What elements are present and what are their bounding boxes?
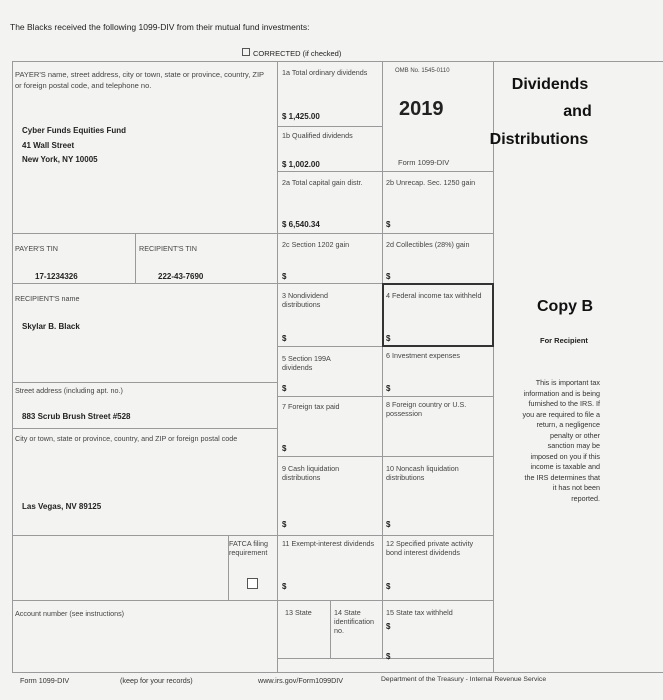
copy-b-label: Copy B bbox=[537, 298, 593, 315]
box-1b-label: 1b Qualified dividends bbox=[282, 131, 353, 140]
footer-url[interactable]: www.irs.gov/Form1099DIV bbox=[258, 676, 344, 685]
footer-keep-records: (keep for your records) bbox=[120, 676, 193, 685]
recipient-tin-value: 222-43-7690 bbox=[158, 272, 204, 281]
box-1b-value: $ 1,002.00 bbox=[282, 160, 320, 169]
street-value: 883 Scrub Brush Street #528 bbox=[22, 412, 131, 421]
payer-tin-label: PAYER'S TIN bbox=[15, 244, 58, 253]
city-label: City or town, state or province, country, and ZIP or foreign postal code bbox=[15, 434, 238, 443]
box-9-value: $ bbox=[282, 520, 287, 529]
box-2d-label: 2d Collectibles (28%) gain bbox=[386, 240, 470, 249]
box-4-label: 4 Federal income tax withheld bbox=[386, 291, 482, 300]
fatca-checkbox[interactable] bbox=[247, 578, 258, 589]
payer-street: 41 Wall Street bbox=[22, 141, 75, 150]
box-15-value-1: $ bbox=[386, 622, 391, 631]
form-title-line-1: Dividends bbox=[511, 76, 589, 93]
box-7-label: 7 Foreign tax paid bbox=[282, 402, 340, 411]
box-12-label: 12 Specified private activity bond interest dividends bbox=[386, 539, 474, 557]
form-title-line-3: Distributions bbox=[489, 131, 589, 148]
payer-city: New York, NY 10005 bbox=[22, 155, 98, 164]
intro-text: The Blacks received the following 1099-DIV from their mutual fund investments: bbox=[10, 22, 310, 32]
form-name-label: Form 1099-DIV bbox=[398, 158, 450, 167]
corrected-label: CORRECTED (if checked) bbox=[253, 49, 342, 58]
box-2a-value: $ 6,540.34 bbox=[282, 220, 320, 229]
box-1a-label: 1a Total ordinary dividends bbox=[282, 68, 368, 77]
box-3-value: $ bbox=[282, 334, 287, 343]
box-3-label: 3 Nondividend distributions bbox=[282, 291, 328, 309]
footer-department: Department of the Treasury - Internal Revenue Service bbox=[381, 676, 547, 683]
footer-form-name: Form 1099-DIV bbox=[20, 676, 70, 685]
city-value: Las Vegas, NV 89125 bbox=[22, 502, 102, 511]
tax-year: 2019 bbox=[399, 98, 444, 120]
box-2c-label: 2c Section 1202 gain bbox=[282, 240, 350, 249]
box-13-label: 13 State bbox=[285, 608, 312, 617]
recipient-name-label: RECIPIENT'S name bbox=[15, 294, 80, 303]
box-5-value: $ bbox=[282, 384, 287, 393]
box-5-label: 5 Section 199A dividends bbox=[282, 354, 331, 372]
box-15-value-2: $ bbox=[386, 652, 391, 661]
fatca-label: FATCA filing requirement bbox=[229, 539, 269, 557]
box-15-label: 15 State tax withheld bbox=[386, 608, 453, 617]
box-2a-label: 2a Total capital gain distr. bbox=[282, 178, 363, 187]
box-8-label: 8 Foreign country or U.S. possession bbox=[386, 400, 467, 418]
recipient-name-value: Skylar B. Black bbox=[22, 322, 80, 331]
box-10-label: 10 Noncash liquidation distributions bbox=[386, 464, 459, 482]
box-6-value: $ bbox=[386, 384, 391, 393]
box-2b-label: 2b Unrecap. Sec. 1250 gain bbox=[386, 178, 476, 187]
box-4-value: $ bbox=[386, 334, 391, 343]
payer-tin-value: 17-1234326 bbox=[35, 272, 78, 281]
box-9-label: 9 Cash liquidation distributions bbox=[282, 464, 340, 482]
box-1a-value: $ 1,425.00 bbox=[282, 112, 320, 121]
box-2b-value: $ bbox=[386, 220, 391, 229]
box-14-label: 14 State identification no. bbox=[334, 608, 374, 635]
recipient-tin-label: RECIPIENT'S TIN bbox=[139, 244, 197, 253]
payer-name: Cyber Funds Equities Fund bbox=[22, 126, 127, 135]
box-2d-value: $ bbox=[386, 272, 391, 281]
for-recipient-label: For Recipient bbox=[540, 336, 588, 345]
payer-label: PAYER'S name, street address, city or town, state or province, country, ZIP or foreign postal code, and telephone no. bbox=[15, 70, 264, 90]
form-title-line-2: and bbox=[563, 103, 592, 120]
box-11-value: $ bbox=[282, 582, 287, 591]
account-label: Account number (see instructions) bbox=[15, 609, 125, 618]
street-label: Street address (including apt. no.) bbox=[15, 386, 123, 395]
important-notice: This is important tax information and is being furnished to the IRS. If you are required to file a return, a negligence penalty or other sanction may be imposed on you if this income is taxable and the IRS determines that it has not been reported. bbox=[522, 378, 600, 503]
box-11-label: 11 Exempt-interest dividends bbox=[282, 539, 375, 548]
omb-number: OMB No. 1545-0110 bbox=[395, 68, 450, 74]
box-7-value: $ bbox=[282, 444, 287, 453]
box-6-label: 6 Investment expenses bbox=[386, 351, 460, 360]
box-12-value: $ bbox=[386, 582, 391, 591]
box-2c-value: $ bbox=[282, 272, 287, 281]
box-10-value: $ bbox=[386, 520, 391, 529]
